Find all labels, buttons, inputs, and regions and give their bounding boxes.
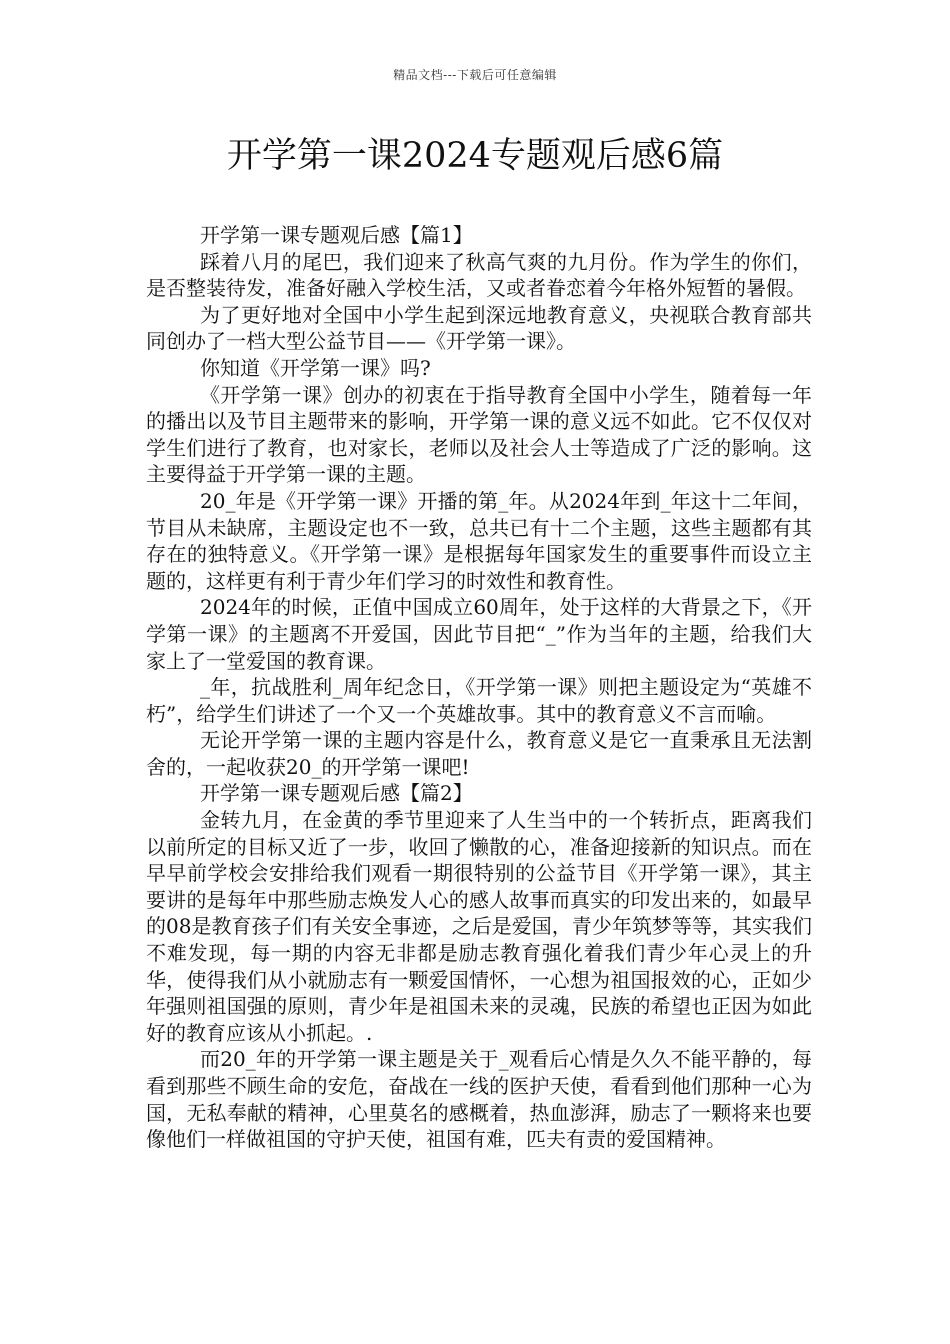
paragraph: 《开学第一课》创办的初衷在于指导教育全国中小学生，随着每一年的播出以及节目主题带来的影响，开学第一课的意义远不如此。它不仅仅对学生们进行了教育，也对家长，老师以及社会人士等造成了广泛的影响。这主要得益于开学第一课的主题。 bbox=[146, 382, 812, 487]
paragraph: 你知道《开学第一课》吗? bbox=[200, 355, 431, 380]
document-title: 开学第一课2024专题观后感6篇 bbox=[226, 136, 724, 176]
paragraph: _年，抗战胜利_周年纪念日，《开学第一课》则把主题设定为“英雄不朽”，给学生们讲述了一个又一个英雄故事。其中的教育意义不言而喻。 bbox=[146, 675, 812, 726]
paragraph: 为了更好地对全国中小学生起到深远地教育意义，央视联合教育部共同创办了一档大型公益节目——《开学第一课》。 bbox=[146, 302, 812, 354]
paragraph: 踩着八月的尾巴，我们迎来了秋高气爽的九月份。作为学生的你们，是否整装待发，准备好融入学校生活，又或者眷恋着今年格外短暂的暑假。 bbox=[146, 249, 812, 301]
paragraph: 2024年的时候，正值中国成立60周年，处于这样的大背景之下，《开学第一课》的主题离不开爱国，因此节目把“_”作为当年的主题，给我们大家上了一堂爱国的教育课。 bbox=[146, 595, 812, 673]
document-body bbox=[146, 222, 812, 1153]
paragraph: 无论开学第一课的主题内容是什么，教育意义是它一直秉承且无法割舍的，一起收获20_的开学第一课吧! bbox=[146, 728, 812, 779]
paragraph: 而20_年的开学第一课主题是关于_观看后心情是久久不能平静的，每看到那些不顾生命的安危，奋战在一线的医护天使，看看到他们那种一心为国，无私奉献的精神，心里莫名的感概着，热血澎湃，励志了一颗将来也要像他们一样做祖国的守护天使，祖国有难，匹夫有责的爱国精神。 bbox=[146, 1047, 812, 1152]
section-heading-2: 开学第一课专题观后感【篇2】 bbox=[200, 781, 473, 806]
header-note: 精品文档---下载后可任意编辑 bbox=[393, 68, 557, 82]
section-heading-1: 开学第一课专题观后感【篇1】 bbox=[200, 223, 473, 247]
paragraph: 金转九月，在金黄的季节里迎来了人生当中的一个转折点，距离我们以前所定的目标又近了一步，收回了懒散的心，准备迎接新的知识点。而在早早前学校会安排给我们观看一期很特别的公益节目《开学第一课》，其主要讲的是每年中那些励志焕发人心的感人故事而真实的印发出来的，如最早的08是教育孩子们有关安全事迹，之后是爱国，青少年筑梦等等，其实我们不难发现，每一期的内容无非都是励志教育强化着我们青少年心灵上的升华，使得我们从小就励志有一颗爱国情怀，一心想为祖国报效的心，正如少年强则祖国强的原则，青少年是祖国未来的灵魂，民族的希望也正因为如此好的教育应该从小抓起。. bbox=[146, 808, 812, 1045]
paragraph: 20_年是《开学第一课》开播的第_年。从2024年到_年这十二年间，节目从未缺席，主题设定也不一致，总共已有十二个主题，这些主题都有其存在的独特意义。《开学第一课》是根据每年国家发生的重要事件而设立主题的，这样更有利于青少年们学习的时效性和教育性。 bbox=[146, 488, 812, 593]
